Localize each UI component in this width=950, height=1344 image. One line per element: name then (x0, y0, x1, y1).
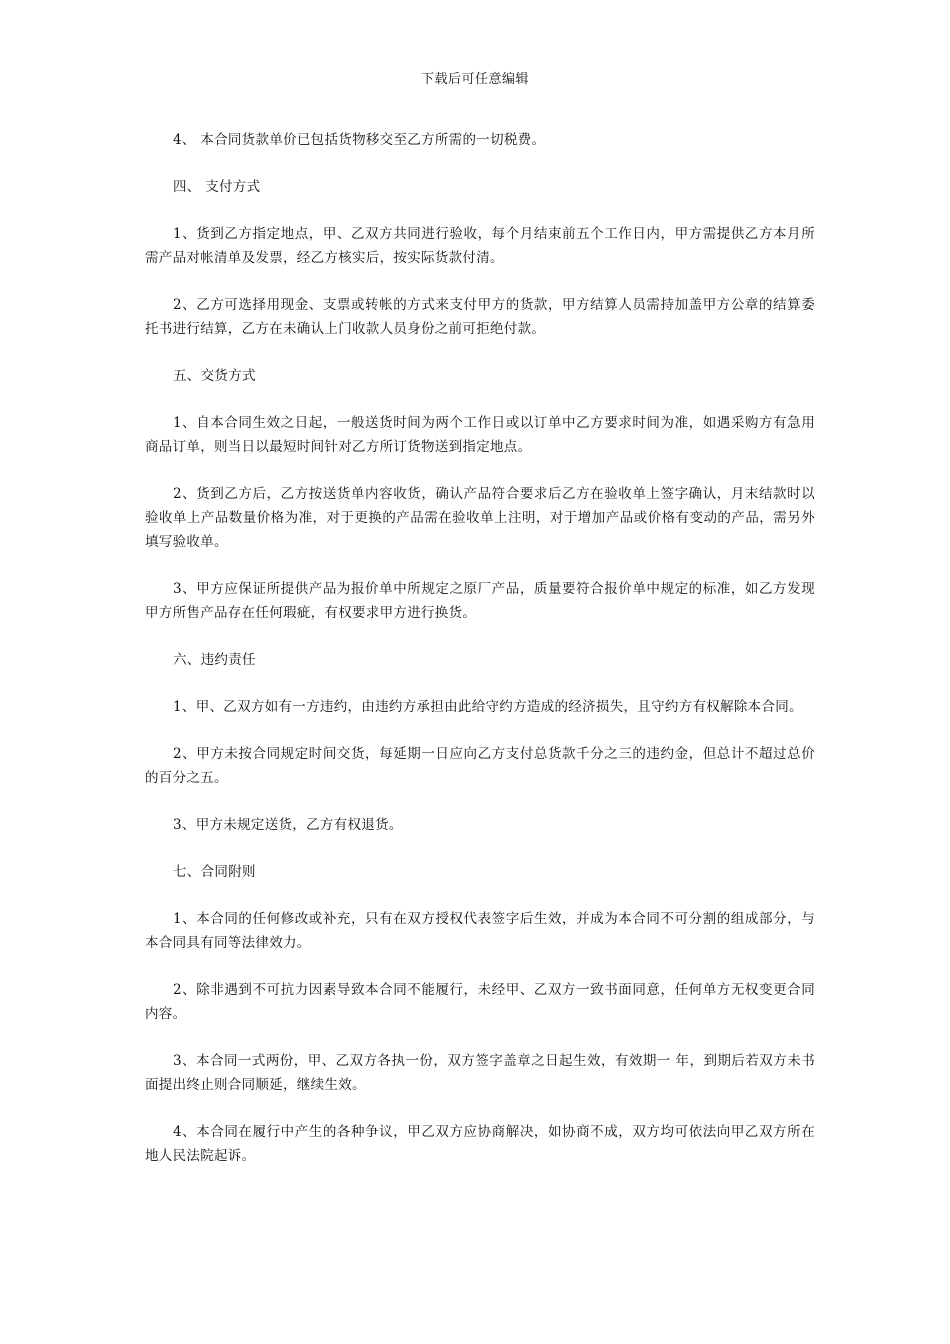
delivery-clause-1: 1、自本合同生效之日起，一般送货时间为两个工作日或以订单中乙方要求时间为准，如遇采购方有急用商品订单，则当日以最短时间针对乙方所订货物送到指定地点。 (145, 415, 815, 455)
breach-clause-3: 3、甲方未规定送货，乙方有权退货。 (173, 817, 403, 833)
section-heading-payment: 四、 支付方式 (173, 179, 261, 195)
delivery-clause-3: 3、甲方应保证所提供产品为报价单中所规定之原厂产品，质量要符合报价单中规定的标准，如乙方发现甲方所售产品存在任何瑕疵，有权要求甲方进行换货。 (145, 581, 815, 621)
payment-clause-2: 2、乙方可选择用现金、支票或转帐的方式来支付甲方的货款，甲方结算人员需持加盖甲方公章的结算委托书进行结算，乙方在未确认上门收款人员身份之前可拒绝付款。 (145, 297, 815, 337)
appendix-clause-1: 1、本合同的任何修改或补充，只有在双方授权代表签字后生效，并成为本合同不可分割的组成部分，与本合同具有同等法律效力。 (145, 911, 815, 951)
payment-clause-1: 1、货到乙方指定地点，甲、乙双方共同进行验收，每个月结束前五个工作日内，甲方需提供乙方本月所需产品对帐清单及发票，经乙方核实后，按实际货款付清。 (145, 226, 815, 266)
page-header-note: 下载后可任意编辑 (420, 72, 529, 87)
section-heading-breach: 六、违约责任 (173, 652, 256, 668)
section-heading-delivery: 五、交货方式 (173, 368, 256, 384)
contract-body (145, 128, 815, 1191)
clause-4-tax: 4、 本合同货款单价已包括货物移交至乙方所需的一切税费。 (173, 132, 546, 148)
breach-clause-2: 2、甲方未按合同规定时间交货，每延期一日应向乙方支付总货款千分之三的违约金，但总计不超过总价的百分之五。 (145, 746, 815, 786)
appendix-clause-2: 2、除非遇到不可抗力因素导致本合同不能履行，未经甲、乙双方一致书面同意，任何单方无权变更合同内容。 (145, 982, 815, 1022)
appendix-clause-3: 3、本合同一式两份，甲、乙双方各执一份，双方签字盖章之日起生效，有效期一 年，到期后若双方未书面提出终止则合同顺延，继续生效。 (145, 1053, 815, 1093)
breach-clause-1: 1、甲、乙双方如有一方违约，由违约方承担由此给守约方造成的经济损失，且守约方有权解除本合同。 (173, 699, 803, 715)
delivery-clause-2: 2、货到乙方后，乙方按送货单内容收货，确认产品符合要求后乙方在验收单上签字确认，月末结款时以验收单上产品数量价格为准，对于更换的产品需在验收单上注明，对于增加产品或价格有变动的产品，需另外填写验收单。 (145, 486, 815, 550)
section-heading-appendix: 七、合同附则 (173, 864, 256, 880)
appendix-clause-4: 4、本合同在履行中产生的各种争议，甲乙双方应协商解决，如协商不成，双方均可依法向甲乙双方所在地人民法院起诉。 (145, 1124, 815, 1164)
